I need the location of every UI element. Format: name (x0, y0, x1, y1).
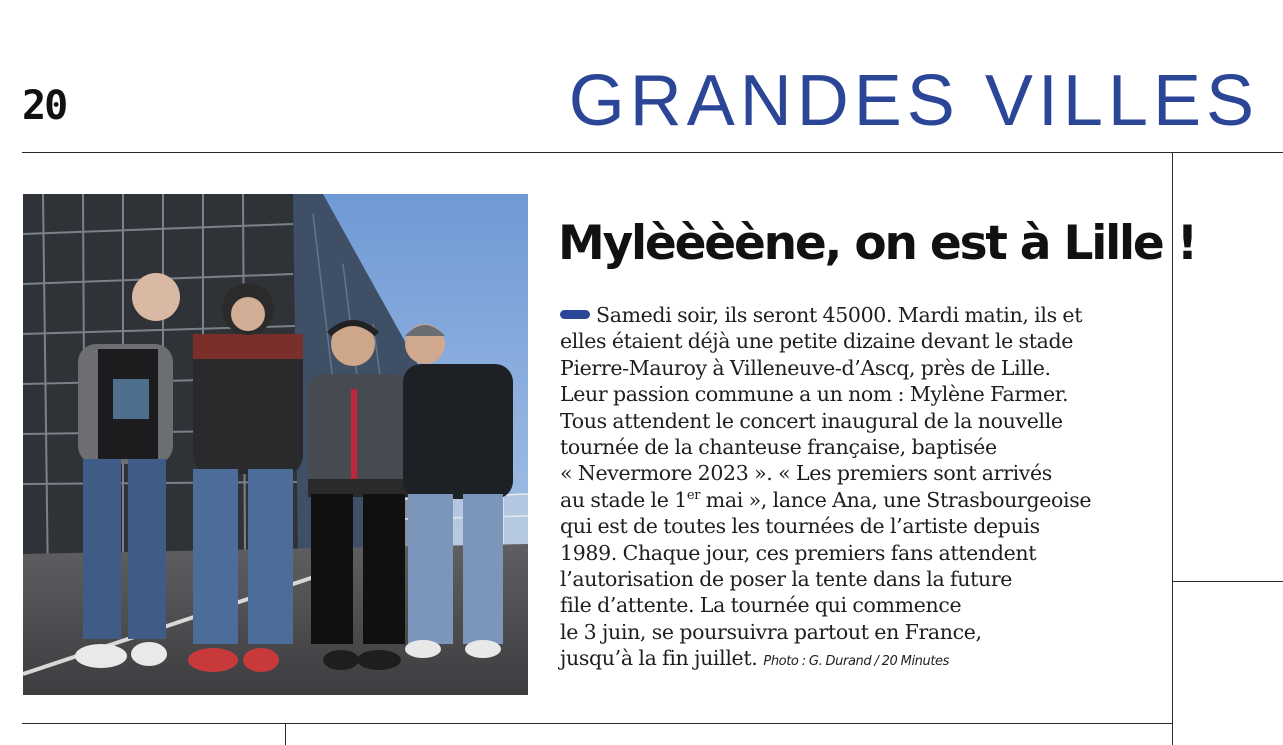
article-line: file d’attente. La tournée qui commence (560, 593, 962, 618)
article-line: elles étaient déjà une petite dizaine devant le stade (560, 329, 1074, 354)
side-column-divider (1173, 581, 1283, 582)
article-line: le 3 juin, se poursuivra partout en France, (560, 619, 982, 644)
article-line: Tous attendent le concert inaugural de la nouvelle (560, 408, 1063, 433)
article-line: au stade le 1er mai », lance Ana, une Strasbourgeoise (560, 487, 1092, 512)
article-line: qui est de toutes les tournées de l’artiste depuis (560, 514, 1040, 539)
section-title: GRANDES VILLES (568, 61, 1259, 141)
footer-column-divider (285, 724, 286, 745)
article-line: Pierre-Mauroy à Villeneuve-d’Ascq, près de Lille. (560, 355, 1051, 380)
ordinal-suffix: er (686, 488, 701, 504)
page-number: 20 (22, 83, 67, 129)
lead-dash-icon (560, 310, 590, 319)
article-line: Leur passion commune a un nom : Mylène Farmer. (560, 382, 1069, 407)
header-divider (22, 152, 1283, 153)
article-line: l’autorisation de poser la tente dans la future (560, 567, 1013, 592)
article-body (560, 302, 1160, 676)
photo-credit: Photo : G. Durand / 20 Minutes (763, 654, 950, 670)
footer-divider (22, 723, 1173, 724)
article-line: tournée de la chanteuse française, baptisée (560, 435, 997, 460)
article-headline: Mylèèèène, on est à Lille ! (558, 216, 1197, 271)
article-line: « Nevermore 2023 ». « Les premiers sont arrivés (560, 461, 1052, 486)
article-line: 1989. Chaque jour, ces premiers fans attendent (560, 540, 1037, 565)
article-photo (23, 194, 528, 695)
article-line: Samedi soir, ils seront 45000. Mardi matin, ils et (560, 302, 1160, 328)
article-line: jusqu’à la fin juillet. Photo : G. Durand / 20 Minutes (560, 646, 950, 671)
